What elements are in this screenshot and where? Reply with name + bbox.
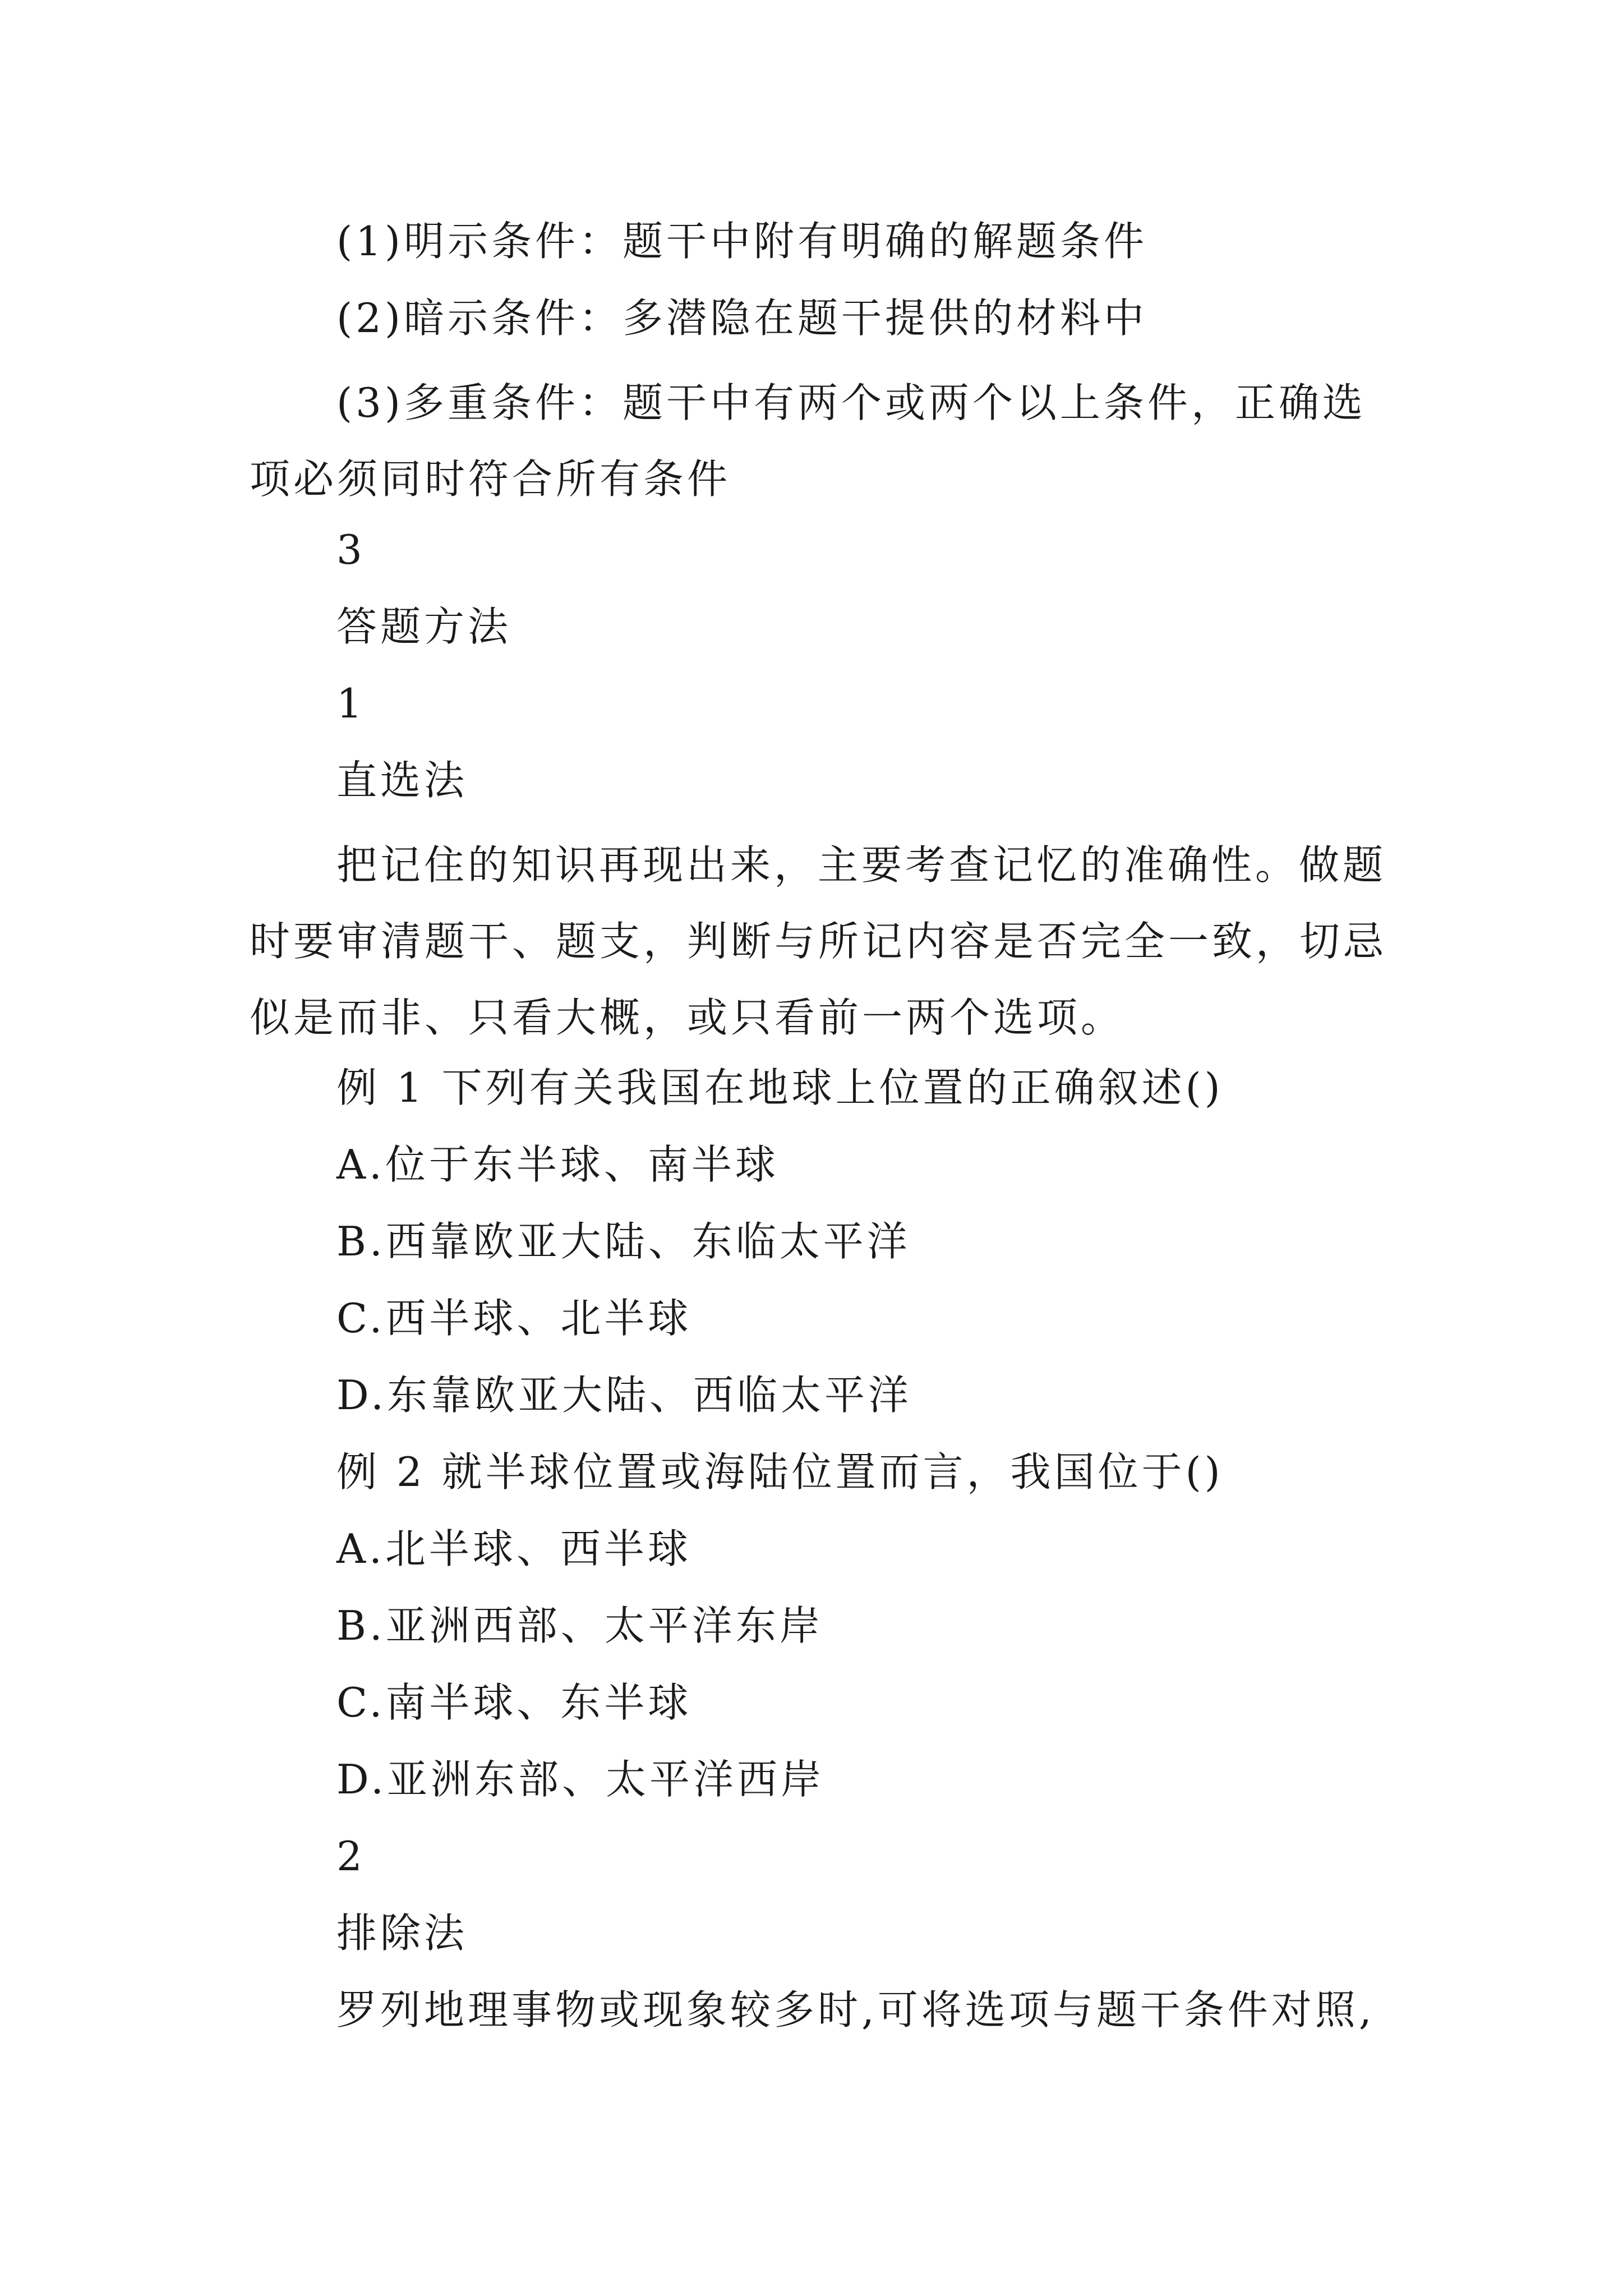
example-option: A.北半球、西半球 xyxy=(336,1525,691,1572)
method-title: 排除法 xyxy=(336,1910,468,1957)
example-option: C.南半球、东半球 xyxy=(336,1679,692,1726)
method-description: 罗列地理事物或现象较多时,可将选项与题干条件对照, xyxy=(336,1986,1375,2033)
condition-implicit: (2)暗示条件：多潜隐在题干提供的材料中 xyxy=(336,295,1147,342)
method-title: 直选法 xyxy=(336,757,468,804)
example-question: 例 2 就半球位置或海陆位置而言，我国位于() xyxy=(336,1448,1224,1496)
example-option: B.西靠欧亚大陆、东临太平洋 xyxy=(336,1218,911,1265)
condition-explicit: (1)明示条件：题干中附有明确的解题条件 xyxy=(336,218,1147,265)
example-option: D.亚洲东部、太平洋西岸 xyxy=(336,1756,825,1803)
example-option: A.位于东半球、南半球 xyxy=(336,1141,779,1188)
example-option: C.西半球、北半球 xyxy=(336,1295,692,1342)
example-question: 例 1 下列有关我国在地球上位置的正确叙述() xyxy=(336,1064,1224,1111)
condition-multiple: (3)多重条件：题干中有两个或两个以上条件，正确选项必须同时符合所有条件 xyxy=(250,379,1366,503)
method-description: 把记住的知识再现出来，主要考查记忆的准确性。做题时要审清题干、题支，判断与所记内容是否完全一致，切忌似是而非、只看大概，或只看前一两个选项。 xyxy=(250,841,1387,1041)
method-number: 2 xyxy=(336,1833,366,1880)
section-title: 答题方法 xyxy=(336,603,512,650)
example-option: B.亚洲西部、太平洋东岸 xyxy=(336,1602,823,1649)
example-option: D.东靠欧亚大陆、西临太平洋 xyxy=(336,1372,912,1419)
section-number: 3 xyxy=(336,526,366,573)
method-number: 1 xyxy=(336,680,366,727)
